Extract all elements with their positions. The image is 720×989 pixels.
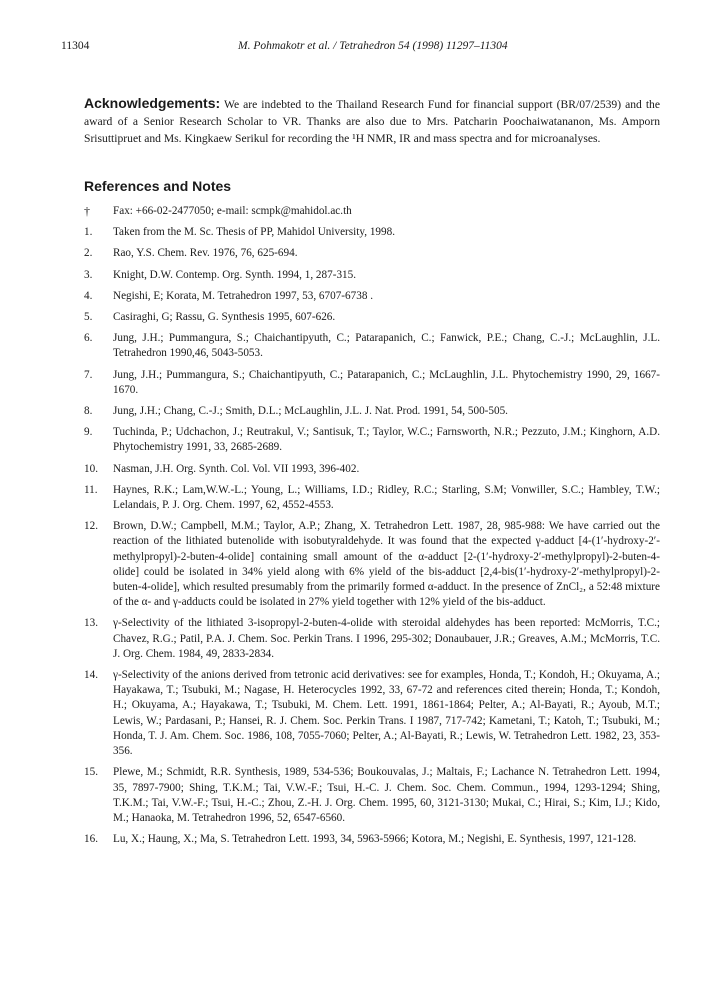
reference-text: Taken from the M. Sc. Thesis of PP, Mahidol University, 1998. <box>113 226 395 239</box>
page-number: 11304 <box>61 40 90 52</box>
reference-number: 12. <box>84 520 98 533</box>
reference-text: Jung, J.H.; Pummangura, S.; Chaichantipyuth, C.; Patarapanich, C.; McLaughlin, J.L. Phytochemistry 1990, 29, 1667-1670. <box>113 368 660 396</box>
reference-text: Jung, J.H.; Chang, C.-J.; Smith, D.L.; McLaughlin, J.L. J. Nat. Prod. 1991, 54, 500-505. <box>113 405 508 418</box>
reference-number: 11. <box>84 483 98 496</box>
reference-item <box>84 519 660 610</box>
reference-item <box>84 462 660 477</box>
reference-text: γ-Selectivity of the anions derived from tetronic acid derivatives: see for examples, Honda, T.; Kondoh, H.; Okuyama, A.; Hayakawa, T.; Tsubuki, M.; Nagase, H. Heterocycles 1992, 33, 67-72 and references cited therein; Honda, T.; Kondoh, H.; Okuyama, A.; Hayakawa, T.; Tsubuki, M. Chem. Lett. 1991, 1861-1864; Pelter, A.; Al-Bayati, R.; Ayoub, M.T.; Lewis, W.; Pardasani, P.; Hansei, R. J. Chem. Soc. Perkin Trans. I 1987, 717-742; Kametani, T.; Katoh, T.; Tsubuki, M.; Honda, T. J. Am. Chem. Soc. 1986, 108, 7055-7060; Pelter, A.; Al-Bayati, R.; Lewis, W. Tetrahedron Lett. 1982, 23, 353-356. <box>113 669 660 758</box>
reference-number: 10. <box>84 462 98 475</box>
reference-text: Nasman, J.H. Org. Synth. Col. Vol. VII 1993, 396-402. <box>113 462 360 475</box>
reference-item <box>84 204 660 219</box>
reference-number: 16. <box>84 833 98 846</box>
reference-number: 4. <box>84 289 93 302</box>
references-heading: References and Notes <box>84 178 232 194</box>
reference-item <box>84 225 660 240</box>
reference-item <box>84 368 660 398</box>
references-list <box>84 204 660 853</box>
reference-number: 7. <box>84 368 93 381</box>
reference-number: 1. <box>84 226 93 239</box>
reference-text: Knight, D.W. Contemp. Org. Synth. 1994, 1, 287-315. <box>113 268 357 281</box>
reference-item <box>84 483 660 513</box>
reference-number: 15. <box>84 766 98 779</box>
reference-number: 13. <box>84 617 98 630</box>
reference-item <box>84 289 660 304</box>
reference-item <box>84 425 660 455</box>
reference-text: Tuchinda, P.; Udchachon, J.; Reutrakul, V.; Santisuk, T.; Taylor, W.C.; Farnsworth, N.R.; Pezzuto, J.M.; Kinghorn, A.D. Phytochemistry 1991, 33, 2685-2689. <box>113 426 660 454</box>
reference-text: Rao, Y.S. Chem. Rev. 1976, 76, 625-694. <box>113 247 298 260</box>
reference-number: † <box>84 204 90 218</box>
reference-item <box>84 246 660 261</box>
reference-text: γ-Selectivity of the lithiated 3-isopropyl-2-buten-4-olide with steroidal aldehydes has been reported: McMorris, T.C.; Chavez, R.G.; Patil, P.A. J. Chem. Soc. Perkin Trans. I 1996, 295-302; Donaubauer, J.R.; Greaves, A.M.; McMorris, T.C. J. Org. Chem. 1984, 49, 2833-2834. <box>113 617 660 660</box>
reference-item <box>84 765 660 826</box>
running-head: M. Pohmakotr et al. / Tetrahedron 54 (1998) 11297–11304 <box>238 40 508 52</box>
reference-item <box>84 268 660 283</box>
reference-number: 2. <box>84 247 93 260</box>
reference-text: Fax: +66-02-2477050; e-mail: scmpk@mahidol.ac.th <box>113 205 352 217</box>
reference-text: Brown, D.W.; Campbell, M.M.; Taylor, A.P.; Zhang, X. Tetrahedron Lett. 1987, 28, 985-988: We have carried out the reaction of the lithiated butenolide with isobutyraldehyde. It was found that the expected γ-adduct [4-(1′-hydroxy-2′-methylpropyl)-2-buten-4-olide] containing small amount of the α-adduct [2-(1′-hydroxy-2′-methylpropyl)-2-buten-4-olide] could be isolated in 34% yield along with 6% yield of the bis-adduct [2,4-bis(1′-hydroxy-2′-methylpropyl)-2-buten-4-olide], which resulted presumably from the primarily formed α-adduct. In the presence of ZnCl₂, a 52:48 mixture of the α- and γ-adducts could be isolated in 27% yield together with 12% yield of the bis-adduct. <box>113 520 660 609</box>
reference-text: Jung, J.H.; Pummangura, S.; Chaichantipyuth, C.; Patarapanich, C.; Fanwick, P.E.; Chang, C.-J.; McLaughlin, J.L. Tetrahedron 1990,46, 5043-5053. <box>113 332 660 360</box>
reference-item <box>84 310 660 325</box>
reference-text: Haynes, R.K.; Lam,W.W.-L.; Young, L.; Williams, I.D.; Ridley, R.C.; Starling, S.M; Vonwiller, S.C.; Hambley, T.W.; Lelandais, P. J. Org. Chem. 1997, 62, 4552-4553. <box>113 483 660 512</box>
reference-number: 9. <box>84 426 93 439</box>
reference-text: Plewe, M.; Schmidt, R.R. Synthesis, 1989, 534-536; Boukouvalas, J.; Maltais, F.; Lachance N. Tetrahedron Lett. 1994, 35, 7897-7900; Shing, T.K.M.; Tai, V.W.-F.; Tsui, H.-C. J. Chem. Soc. Chem. Commun., 1994, 1293-1294; Shing, T.K.M.; Tai, V.W.-F.; Tsui, H.-C.; Zhou, Z.-H. J. Org. Chem. 1995, 60, 3121-3130; Mukai, C.; Hirai, S.; Kim, I.J.; Kido, M.; Hanaoka, M. Tetrahedron 1996, 52, 6547-6560. <box>113 766 660 824</box>
reference-item <box>84 616 660 662</box>
reference-text: Casiraghi, G; Rassu, G. Synthesis 1995, 607-626. <box>113 311 336 324</box>
reference-number: 8. <box>84 405 93 418</box>
reference-item <box>84 832 660 847</box>
page-header <box>0 40 720 56</box>
reference-number: 14. <box>84 669 98 682</box>
reference-item <box>84 331 660 361</box>
reference-number: 6. <box>84 332 93 345</box>
reference-number: 5. <box>84 311 93 324</box>
reference-item <box>84 404 660 419</box>
acknowledgements-heading: Acknowledgements: <box>84 95 221 111</box>
reference-text: Negishi, E; Korata, M. Tetrahedron 1997, 53, 6707-6738 . <box>113 289 374 302</box>
reference-text: Lu, X.; Haung, X.; Ma, S. Tetrahedron Lett. 1993, 34, 5963-5966; Kotora, M.; Negishi, E. Synthesis, 1997, 121-128. <box>113 833 637 846</box>
acknowledgements-paragraph <box>84 95 660 148</box>
acknowledgements-text: We are indebted to the Thailand Research Fund for financial support (BR/07/2539) and the award of a Senior Research Scholar to VR. Thanks are also due to Mrs. Patcharin Poochaiwatananon, Ms. Amporn Srisuttipruet and Ms. Kingkaew Serikul for recording the ¹H NMR, IR and mass spectra and for microanalyses. <box>84 98 660 146</box>
reference-item <box>84 668 660 759</box>
reference-number: 3. <box>84 268 93 281</box>
